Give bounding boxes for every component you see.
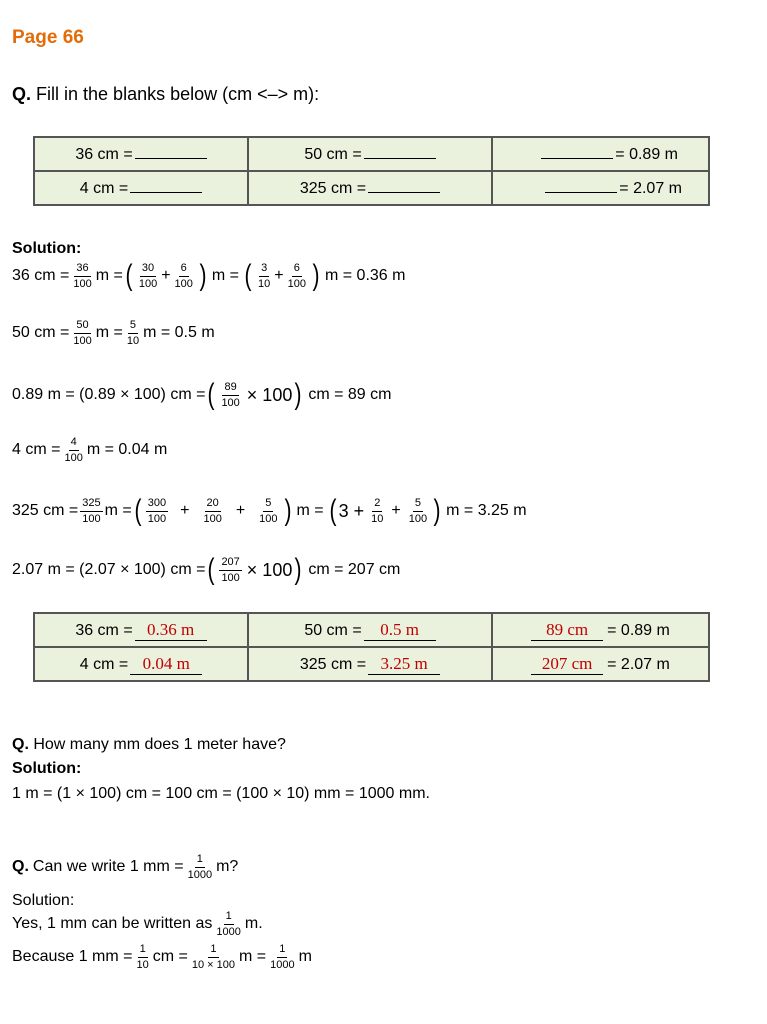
- table-cell: 89 cm = 0.89 m: [492, 613, 709, 647]
- fraction: $\frac{1}{1000}$: [216, 910, 241, 938]
- answer: 207 cm: [531, 654, 603, 675]
- fraction: $\frac{1}{1000}$: [270, 943, 295, 971]
- page-number: Page 66: [12, 27, 84, 48]
- question-prefix: Q.: [12, 84, 32, 104]
- question-2-solution-label: Solution:: [12, 760, 82, 777]
- table-cell: 50 cm = 0.5 m: [248, 613, 492, 647]
- fraction: $\frac{6}{100}$: [174, 261, 193, 290]
- solution-line-4cm: 4 cm = $\frac{4}{100}$ m = 0.04 m: [12, 436, 168, 464]
- question-3-answer: Yes, 1 mm can be written as $\frac{1}{1000}$ m.: [12, 910, 263, 938]
- fraction: $\frac{207}{100}$: [221, 555, 240, 584]
- blank-line: [368, 178, 440, 193]
- answer: 3.25 m: [368, 654, 440, 675]
- blank-line: [364, 144, 436, 159]
- solution-line-2.07m: 2.07 m = (2.07 × 100) cm = ( $\frac{207}{100}$ × 100 ) cm = 207 cm: [12, 553, 401, 586]
- fraction: $\frac{4}{100}$: [64, 436, 83, 464]
- table-row: [34, 613, 709, 647]
- fraction: $\frac{300}{100}$: [147, 496, 167, 525]
- question-2: Q. How many mm does 1 meter have?: [12, 736, 286, 753]
- question-2-answer: 1 m = (1 × 100) cm = 100 cm = (100 × 10) mm = 1000 mm.: [12, 785, 430, 802]
- fraction: $\frac{5}{100}$: [259, 496, 278, 525]
- fraction: $\frac{36}{100}$: [73, 261, 92, 290]
- table-row: [34, 647, 709, 681]
- solution-label: Solution:: [12, 240, 82, 257]
- answer: 0.36 m: [135, 620, 207, 641]
- fraction: $\frac{5}{10}$: [126, 319, 140, 347]
- answer: 0.5 m: [364, 620, 436, 641]
- table-cell: 4 cm =: [34, 171, 248, 205]
- table-cell: 4 cm = 0.04 m: [34, 647, 248, 681]
- fraction: $\frac{1}{1000}$: [187, 853, 213, 881]
- question-3-solution-label: Solution:: [12, 892, 75, 909]
- table-cell: 207 cm = 2.07 m: [492, 647, 709, 681]
- table-cell: = 0.89 m: [492, 137, 709, 171]
- fraction: $\frac{20}{100}$: [203, 496, 222, 525]
- answers-table: [33, 612, 710, 682]
- table-cell: 36 cm = 0.36 m: [34, 613, 248, 647]
- question-1: [12, 84, 319, 105]
- fraction: $\frac{89}{100}$: [221, 380, 240, 409]
- table-cell: 325 cm =: [248, 171, 492, 205]
- fraction: $\frac{3}{10}$: [258, 261, 271, 290]
- solution-line-36cm: 36 cm = $\frac{36}{100}$ m = ( $\frac{30}{100}$ + $\frac{6}{100}$ ) m = ( $\frac{3}{10}$ + $\frac{6}{100}$ ) m = 0.36 m: [12, 259, 406, 292]
- table-cell: = 2.07 m: [492, 171, 709, 205]
- blank-line: [541, 144, 613, 159]
- question-3: Q. Can we write 1 mm = $\frac{1}{1000}$ m?: [12, 853, 239, 881]
- blank-line: [545, 178, 617, 193]
- blank-line: [135, 144, 207, 159]
- fraction: $\frac{30}{100}$: [138, 261, 158, 290]
- question-text: Fill in the blanks below (cm <–> m):: [36, 84, 320, 104]
- table-cell: 36 cm =: [34, 137, 248, 171]
- solution-line-0.89m: 0.89 m = (0.89 × 100) cm = ( $\frac{89}{100}$ × 100 ) cm = 89 cm: [12, 378, 392, 411]
- fraction: $\frac{1}{10}$: [136, 943, 149, 971]
- answer: 0.04 m: [130, 654, 202, 675]
- table-cell: 50 cm =: [248, 137, 492, 171]
- fraction: $\frac{50}{100}$: [73, 319, 92, 347]
- solution-line-50cm: 50 cm = $\frac{50}{100}$ m = $\frac{5}{10}$ m = 0.5 m: [12, 319, 215, 347]
- fraction: $\frac{5}{100}$: [408, 496, 428, 525]
- answer: 89 cm: [531, 620, 603, 641]
- fraction: $\frac{1}{10 \times 100}$: [191, 943, 235, 971]
- solution-line-325cm: 325 cm = $\frac{325}{100}$ m = ( $\frac{300}{100}$ + $\frac{20}{100}$ + $\frac{5}{100}$ ) m = ( 3 + $\frac{2}{10}$ + $\frac{5}{100}$ ) m = 3.25 m: [12, 494, 527, 527]
- table-cell: 325 cm = 3.25 m: [248, 647, 492, 681]
- fraction: $\frac{325}{100}$: [82, 496, 101, 525]
- fraction: $\frac{2}{10}$: [371, 496, 384, 525]
- blank-line: [130, 178, 202, 193]
- question-3-reason: Because 1 mm = $\frac{1}{10}$ cm = $\frac{1}{10 \times 100}$ m = $\frac{1}{1000}$ m: [12, 943, 312, 971]
- blanks-table: [33, 136, 710, 206]
- table-row: [34, 137, 709, 171]
- table-row: [34, 171, 709, 205]
- fraction: $\frac{6}{100}$: [287, 261, 306, 290]
